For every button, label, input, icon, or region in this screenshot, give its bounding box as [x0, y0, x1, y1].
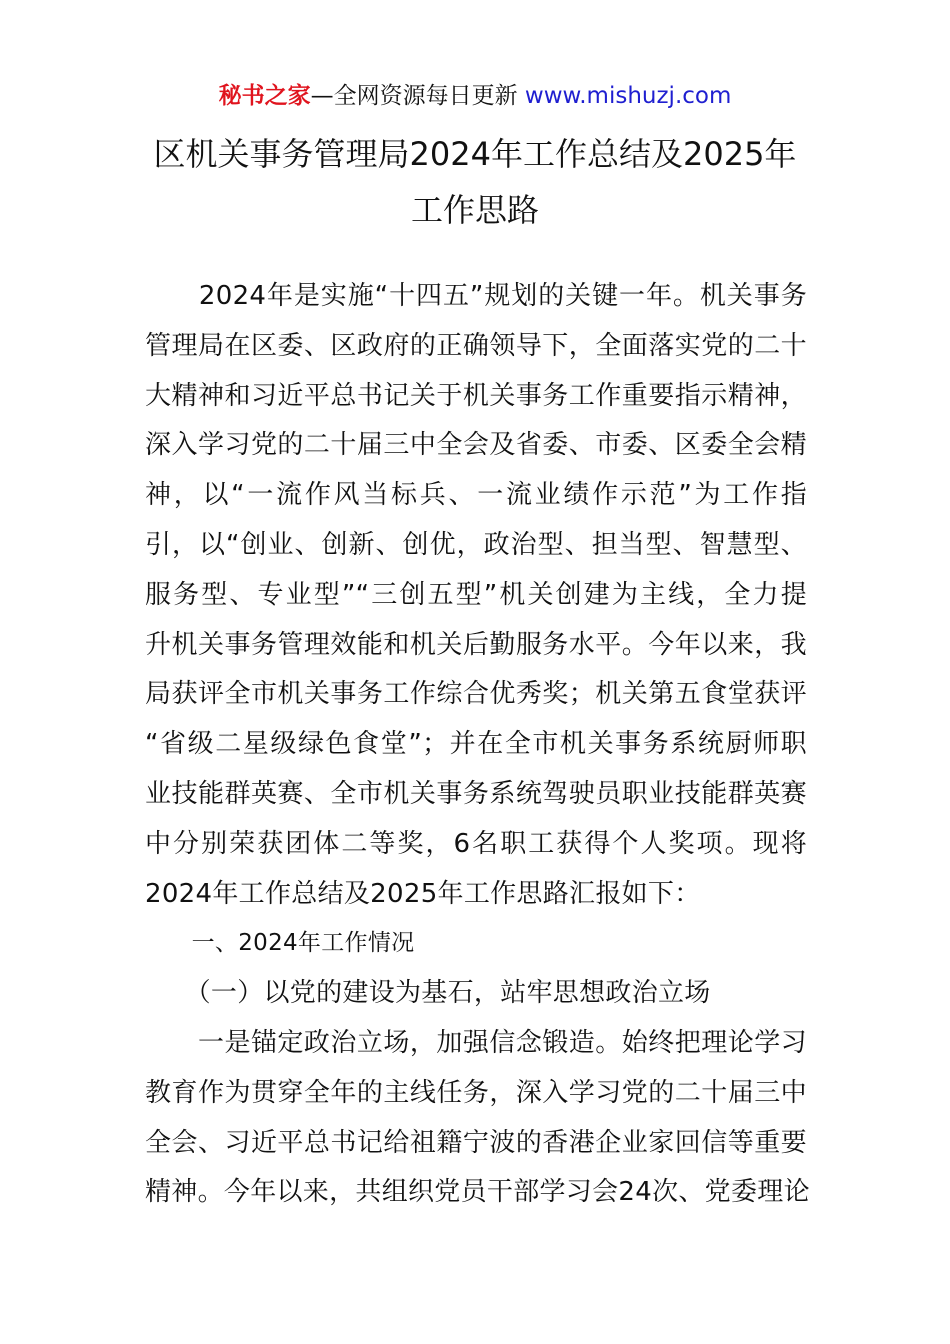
body-line: 中分别荣获团体二等奖，6名职工获得个人奖项。现将: [145, 828, 807, 859]
body-line: 全会、习近平总书记给祖籍宁波的香港企业家回信等重要: [145, 1127, 807, 1158]
body-line: 神，以“一流作风当标兵、一流业绩作示范”为工作指: [145, 480, 807, 511]
document-body: [145, 272, 810, 1218]
body-line: “省级二星级绿色食堂”；并在全市机关事务系统厨师职: [145, 729, 807, 760]
site-header: [0, 80, 950, 112]
section-heading: 一、2024年工作情况: [145, 930, 415, 957]
body-line: 管理局在区委、区政府的正确领导下，全面落实党的二十: [145, 330, 807, 361]
document-title: [0, 126, 950, 238]
site-brand: 秘书之家: [218, 83, 311, 109]
title-line-2: 工作思路: [410, 191, 539, 229]
body-line: 服务型、专业型”“三创五型”机关创建为主线，全力提: [145, 579, 807, 610]
title-line-1: 区机关事务管理局2024年工作总结及2025年: [153, 135, 797, 173]
body-line: 深入学习党的二十届三中全会及省委、市委、区委全会精: [145, 430, 807, 461]
body-line: 局获评全市机关事务工作综合优秀奖；机关第五食堂获评: [145, 679, 807, 710]
subsection-heading: （一）以党的建设为基石，站牢思想政治立场: [145, 978, 711, 1009]
body-line: 大精神和习近平总书记关于机关事务工作重要指示精神，: [145, 380, 807, 411]
body-line: 2024年是实施“十四五”规划的关键一年。机关事务: [145, 281, 807, 311]
site-tagline: —全网资源每日更新: [310, 83, 525, 109]
body-line: 2024年工作总结及2025年工作思路汇报如下：: [145, 878, 701, 909]
body-line: 精神。今年以来，共组织党员干部学习会24次、党委理论: [145, 1177, 810, 1208]
body-line: 引，以“创业、创新、创优，政治型、担当型、智慧型、: [145, 529, 807, 560]
site-url-link[interactable]: www.mishuzj.com: [524, 83, 732, 109]
body-line: 升机关事务管理效能和机关后勤服务水平。今年以来，我: [145, 629, 807, 660]
body-line: 一是锚定政治立场，加强信念锻造。始终把理论学习: [145, 1027, 807, 1058]
body-line: 业技能群英赛、全市机关事务系统驾驶员职业技能群英赛: [145, 778, 807, 809]
body-line: 教育作为贯穿全年的主线任务，深入学习党的二十届三中: [145, 1077, 807, 1108]
